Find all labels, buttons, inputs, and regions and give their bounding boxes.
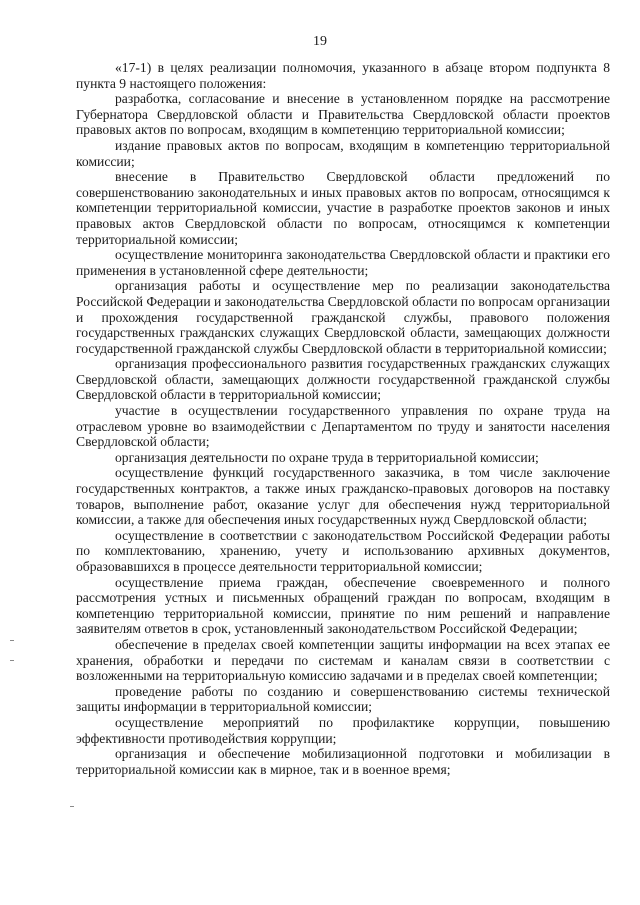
scan-margin-mark <box>10 640 14 641</box>
paragraph-list-item: организация деятельности по охране труда в территориальной комиссии; <box>115 449 539 465</box>
paragraph-list-item: осуществление в соответствии с законодательством Российской Федерации работы по комплектованию, хранению, учету и использованию архивных документов, образовавшихся в процессе деятельности территориальной комиссии; <box>76 527 610 574</box>
paragraph-list-item: проведение работы по созданию и совершенствованию системы технической защиты информации в территориальной комиссии; <box>76 683 610 715</box>
page-number: 19 <box>313 34 327 49</box>
document-body <box>76 60 610 777</box>
paragraph-list-item: издание правовых актов по вопросам, входящим в компетенцию территориальной комиссии; <box>76 137 610 169</box>
scan-margin-mark <box>70 806 74 807</box>
paragraph-list-item: организация работы и осуществление мер по реализации законодательства Российской Федерации и законодательства Свердловской области по вопросам организации и прохождения государственной гражданской службы, правового положения государственных гражданских служащих Свердловской области, замещающих должности государственной гражданской службы Свердловской области в территориальной комиссии; <box>76 278 610 356</box>
paragraph-list-item: организация и обеспечение мобилизационной подготовки и мобилизации в территориальной комиссии как в мирное, так и в военное время; <box>76 746 610 777</box>
paragraph-subclause-17-1: «17-1) в целях реализации полномочия, указанного в абзаце втором подпункта 8 пункта 9 настоящего положения: <box>76 60 610 91</box>
paragraph-list-item: организация профессионального развития государственных гражданских служащих Свердловской области, замещающих должности государственной гражданской службы Свердловской области в территориальной комиссии; <box>76 356 610 403</box>
paragraph-list-item: осуществление приема граждан, обеспечение своевременного и полного рассмотрения устных и письменных обращений граждан по вопросам, входящим в компетенцию территориальной комиссии, принятие по ним решений и направление заявителям ответов в срок, установленный законодательством Российской Федерации; <box>76 574 610 637</box>
paragraph-list-item: разработка, согласование и внесение в установленном порядке на рассмотрение Губернатора Свердловской области и Правительства Свердловской области проектов правовых актов по вопросам, входящим в компетенцию территориальной комиссии; <box>76 91 610 138</box>
paragraph-list-item: осуществление функций государственного заказчика, в том числе заключение государственных контрактов, а также иных гражданско-правовых договоров на поставку товаров, выполнение работ, оказание услуг для обеспечения нужд территориальной комиссии, а также для обеспечения иных государственных нужд Свердловской области; <box>76 465 610 528</box>
paragraph-list-item: обеспечение в пределах своей компетенции защиты информации на всех этапах ее хранения, обработки и передачи по системам и каналам связи в соответствии с возложенными на территориальную комиссию задачами и в пределах своей компетенции; <box>76 636 610 684</box>
paragraph-list-item: осуществление мероприятий по профилактике коррупции, повышению эффективности противодействия коррупции; <box>76 714 610 746</box>
paragraph-list-item: внесение в Правительство Свердловской области предложений по совершенствованию законодательных и иных правовых актов по вопросам, относящимся к компетенции территориальной комиссии, участие в разработке проектов законов и иных правовых актов Свердловской области по вопросам, относящимся к компетенции территориальной комиссии; <box>76 169 610 247</box>
paragraph-list-item: участие в осуществлении государственного управления по охране труда на отраслевом уровне во взаимодействии с Департаментом по труду и занятости населения Свердловской области; <box>76 403 610 450</box>
scan-margin-mark <box>10 660 14 661</box>
paragraph-list-item: осуществление мониторинга законодательства Свердловской области и практики его применения в установленной сфере деятельности; <box>76 247 610 278</box>
